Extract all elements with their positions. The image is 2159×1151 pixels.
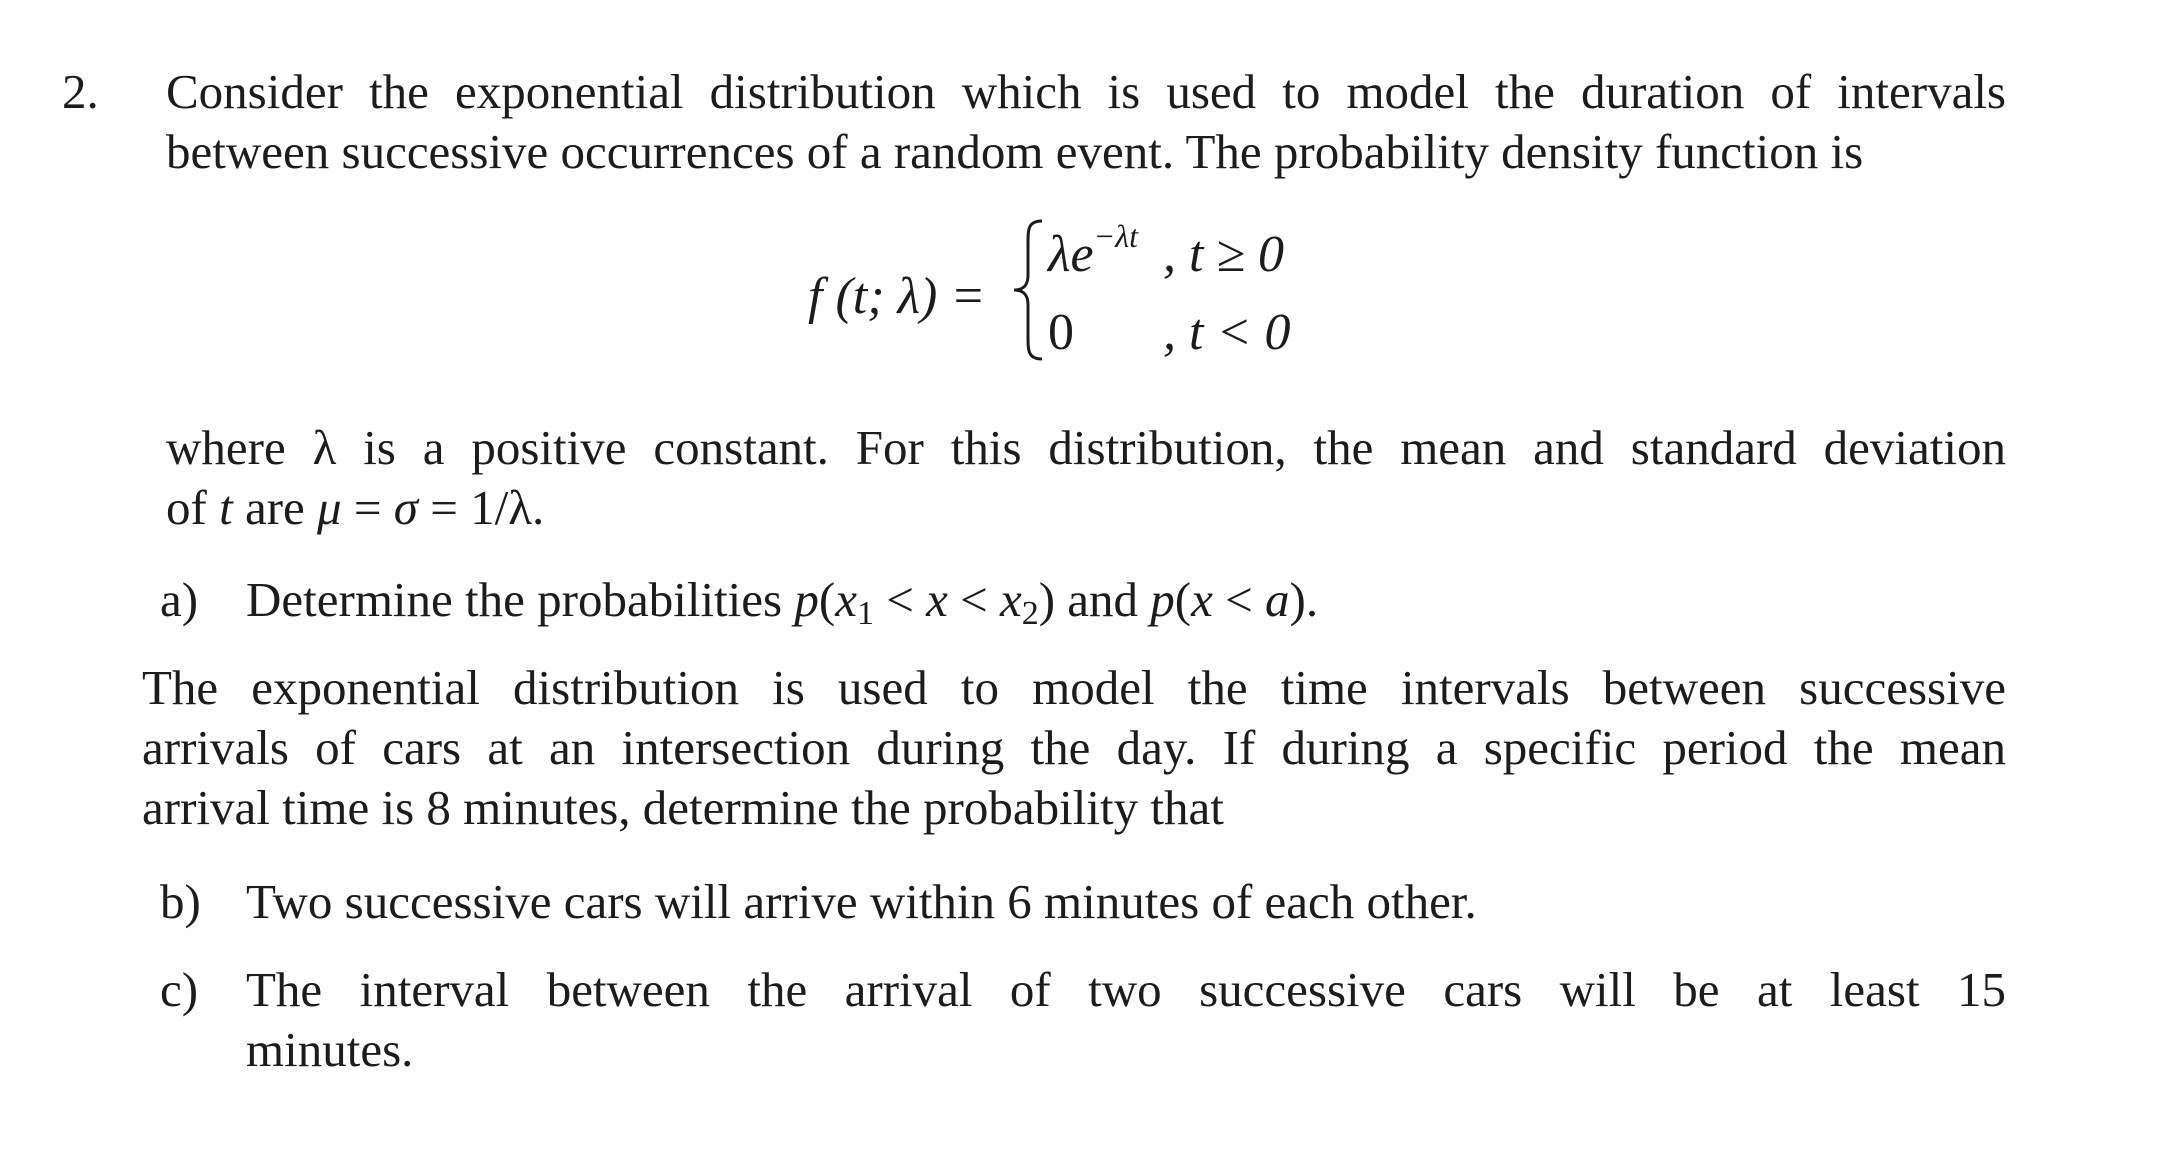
- case-1-expr: λe: [1048, 226, 1094, 283]
- p-symbol-2: p: [1150, 572, 1175, 627]
- sub-2: 2: [1021, 595, 1039, 632]
- case-2-expr: 0: [1048, 304, 1074, 361]
- part-c-label: c): [160, 962, 199, 1017]
- formula-case-negative: [1048, 303, 1291, 363]
- sub-1: 1: [856, 595, 874, 632]
- open-paren-1: (: [818, 572, 836, 627]
- where-mid: are: [232, 480, 318, 535]
- x1-symbol: x: [835, 572, 857, 627]
- part-a: [160, 570, 1318, 636]
- close-paren-1: ): [1038, 572, 1056, 627]
- symbol-sigma: σ: [393, 480, 418, 535]
- less-than-1: <: [873, 572, 927, 627]
- part-a-text: Determine the probabilities: [246, 572, 795, 627]
- x2-symbol: x: [999, 572, 1022, 627]
- paragraph-line-3: arrival time is 8 minutes, determine the probability that: [142, 780, 1224, 835]
- var-t: t: [219, 480, 233, 535]
- part-b-text: Two successive cars will arrive within 6 minutes of each other.: [246, 874, 1477, 929]
- pdf-formula: [780, 215, 1300, 385]
- intro-line-1: Consider the exponential distribution which is used to model the duration of intervals: [166, 64, 2006, 119]
- left-brace: [1008, 215, 1048, 365]
- case-2-condition: , t < 0: [1163, 304, 1291, 361]
- where-line-1: where λ is a positive constant. For this distribution, the mean and standard deviation: [166, 420, 2006, 475]
- less-than-2: <: [947, 572, 1000, 627]
- x-symbol: x: [926, 572, 948, 627]
- case-1-condition: , t ≥ 0: [1163, 226, 1284, 283]
- and-word: and: [1055, 572, 1151, 627]
- intro-line-2: between successive occurrences of a random event. The probability density function is: [166, 124, 1864, 179]
- part-c-continuation: minutes.: [246, 1022, 414, 1077]
- part-a-label: a): [160, 572, 199, 627]
- formula-lhs: f (t; λ) =: [808, 268, 986, 325]
- a-symbol: a: [1265, 572, 1290, 627]
- less-than-3: <: [1212, 572, 1266, 627]
- problem-number: 2.: [62, 64, 99, 119]
- case-1-exponent: −λt: [1093, 218, 1138, 254]
- paragraph-line-1: The exponential distribution is used to model the time intervals between successive: [142, 660, 2006, 715]
- formula-case-positive: [1048, 218, 1284, 290]
- symbol-mu: μ: [317, 480, 342, 535]
- where-prefix: of: [166, 480, 220, 535]
- where-rest: = 1/λ.: [417, 480, 545, 535]
- close-paren-2: ).: [1289, 572, 1319, 627]
- part-c-text: The interval between the arrival of two successive cars will be at least 15: [246, 962, 2006, 1017]
- open-paren-2: (: [1174, 572, 1192, 627]
- part-b: [160, 872, 1477, 932]
- where-line-2: [166, 478, 544, 538]
- p-symbol-1: p: [794, 572, 819, 627]
- x3-symbol: x: [1191, 572, 1213, 627]
- paragraph-line-2: arrivals of cars at an intersection during the day. If during a specific period the mean: [142, 720, 2006, 775]
- equals-1: =: [341, 480, 394, 535]
- part-b-label: b): [160, 874, 201, 929]
